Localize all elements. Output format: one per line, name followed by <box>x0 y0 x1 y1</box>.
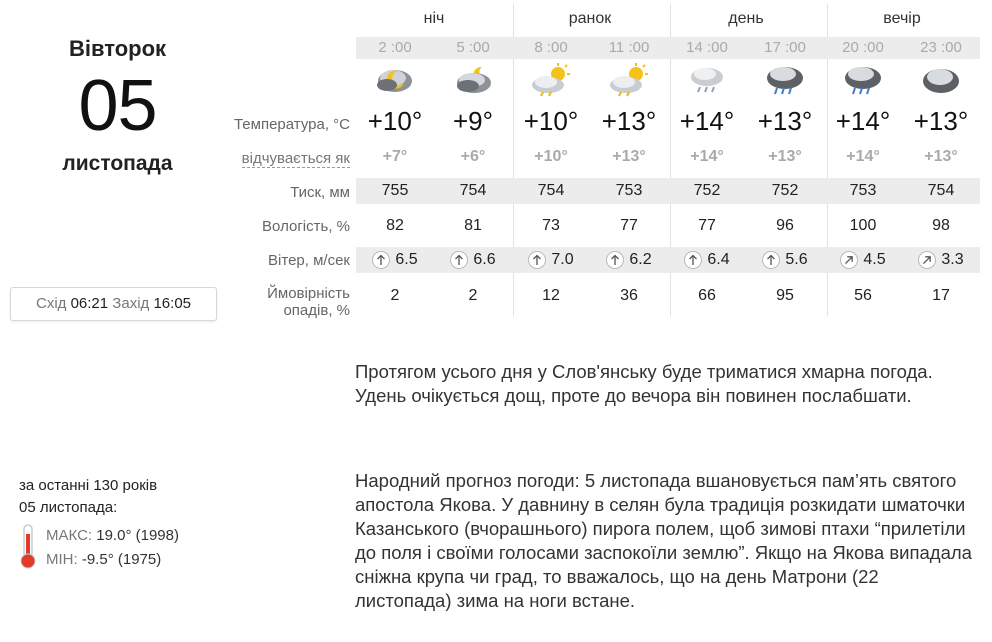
feels-like-cell: +10° <box>534 148 568 165</box>
date-block <box>20 34 215 178</box>
label-humidity: Вологість, % <box>262 218 350 235</box>
period-day: день <box>728 10 764 27</box>
feels-like-cell: +13° <box>768 148 802 165</box>
label-feels-like[interactable]: відчувається як <box>241 150 350 167</box>
pressure-cell: 754 <box>927 182 955 199</box>
wind-arrow-north-icon <box>606 251 624 269</box>
label-pressure: Тиск, мм <box>290 184 350 201</box>
label-wind: Вітер, м/сек <box>268 252 350 269</box>
folk-forecast-text: : 5 листопада вшановується пам’ять святого апостола Якова. У давнину в селян була традиція розкидати шматочки Казанського (вчорашнього) пирога полем, щоб зимові птахи “прилетіли до поля і своїми голосами заспокоїли землю”. Якщо на Якова випадала сніжна крупа чи град, то вважалось, що на день Матрони (22 листопада) зима на ноги встане. <box>355 470 972 611</box>
wind-cell <box>902 247 980 273</box>
time-cell: 14 :00 <box>686 39 728 56</box>
wind-cell <box>356 247 434 273</box>
temperature-cell: +13° <box>757 106 813 136</box>
wind-cell <box>512 247 590 273</box>
wind-arrow-north-icon <box>762 251 780 269</box>
night-cloudy-icon <box>452 63 494 97</box>
precipitation-cell: 12 <box>542 287 560 304</box>
feels-like-cell: +6° <box>460 148 486 165</box>
temperature-cell: +14° <box>679 106 735 136</box>
sun-cloudy-icon <box>607 63 651 97</box>
wind-speed: 6.6 <box>473 251 496 268</box>
precipitation-cell: 66 <box>698 287 716 304</box>
temperature-row <box>356 103 980 139</box>
wind-arrow-north-icon <box>450 251 468 269</box>
pressure-cell: 752 <box>693 182 721 199</box>
day-number: 05 <box>78 66 157 146</box>
precipitation-cell: 95 <box>776 287 794 304</box>
history-block <box>19 475 239 519</box>
temperature-cell: +13° <box>601 106 657 136</box>
period-morning: ранок <box>568 10 612 27</box>
feels-like-cell: +14° <box>690 148 724 165</box>
history-max: МАКС: 19.0° (1998) <box>46 527 179 544</box>
light-rain-cloud-icon <box>686 63 728 97</box>
month: листопада <box>62 152 173 175</box>
precipitation-row <box>356 283 980 309</box>
wind-cell <box>746 247 824 273</box>
humidity-cell: 77 <box>620 217 638 234</box>
sun-cloudy-icon <box>529 63 573 97</box>
sunset-label: Захід <box>112 295 150 312</box>
wind-cell <box>590 247 668 273</box>
sunrise-time: 06:21 <box>70 295 109 312</box>
overcast-cloud-icon <box>920 63 962 97</box>
humidity-cell: 73 <box>542 217 560 234</box>
history-min: МІН: -9.5° (1975) <box>46 551 162 568</box>
forecast-description: Протягом усього дня у Слов'янську буде триматися хмарна погода. Удень очікується дощ, проте до вечора він повинен послабшати. <box>355 361 933 406</box>
sunrise-sunset <box>10 287 217 321</box>
time-cell: 2 :00 <box>378 39 412 56</box>
humidity-cell: 98 <box>932 217 950 234</box>
time-cell: 5 :00 <box>456 39 490 56</box>
time-cell: 17 :00 <box>764 39 806 56</box>
precipitation-cell: 2 <box>468 287 478 304</box>
humidity-cell: 96 <box>776 217 794 234</box>
temperature-cell: +10° <box>523 106 579 136</box>
wind-cell <box>824 247 902 273</box>
temperature-cell: +10° <box>367 106 423 136</box>
folk-forecast-heading: Народний прогноз погоди <box>355 470 575 491</box>
wind-speed: 4.5 <box>863 251 886 268</box>
wind-speed: 7.0 <box>551 251 574 268</box>
time-cell: 23 :00 <box>920 39 962 56</box>
humidity-cell: 81 <box>464 217 482 234</box>
pressure-cell: 754 <box>459 182 487 199</box>
pressure-cell: 753 <box>615 182 643 199</box>
sunrise-label: Схід <box>35 295 67 312</box>
wind-arrow-north-icon <box>684 251 702 269</box>
humidity-cell: 100 <box>849 217 877 234</box>
wind-arrow-northeast-icon <box>840 251 858 269</box>
feels-like-row <box>356 146 980 168</box>
wind-speed: 6.2 <box>629 251 652 268</box>
precipitation-cell: 2 <box>390 287 400 304</box>
period-evening: вечір <box>883 10 921 27</box>
pressure-cell: 753 <box>849 182 877 199</box>
wind-cell <box>668 247 746 273</box>
wind-arrow-northeast-icon <box>918 251 936 269</box>
weekday: Вівторок <box>68 36 167 61</box>
label-temperature: Температура, °C <box>233 116 350 133</box>
moon-partly-cloudy-icon <box>374 63 416 97</box>
period-night: ніч <box>423 10 445 27</box>
thermometer-icon <box>18 524 38 570</box>
history-date: 05 листопада: <box>19 499 118 516</box>
wind-speed: 3.3 <box>941 251 964 268</box>
feels-like-cell: +7° <box>382 148 408 165</box>
wind-speed: 6.4 <box>707 251 730 268</box>
temperature-cell: +14° <box>835 106 891 136</box>
period-row <box>356 8 980 32</box>
temperature-cell: +13° <box>913 106 969 136</box>
precipitation-cell: 56 <box>854 287 872 304</box>
temperature-cell: +9° <box>452 106 494 136</box>
sunset-time: 16:05 <box>153 295 192 312</box>
label-precipitation: Ймовірність опадів, % <box>267 285 350 319</box>
humidity-cell: 82 <box>386 217 404 234</box>
times-row <box>356 37 980 59</box>
wind-row <box>356 247 980 273</box>
pressure-row <box>356 178 980 204</box>
humidity-cell: 77 <box>698 217 716 234</box>
weather-icons-row <box>356 61 980 99</box>
time-cell: 20 :00 <box>842 39 884 56</box>
wind-cell <box>434 247 512 273</box>
precipitation-cell: 17 <box>932 287 950 304</box>
pressure-cell: 752 <box>771 182 799 199</box>
wind-arrow-north-icon <box>528 251 546 269</box>
history-period: за останні 130 років <box>19 477 158 494</box>
rain-cloud-icon <box>842 63 884 97</box>
feels-like-cell: +13° <box>924 148 958 165</box>
rain-cloud-icon <box>764 63 806 97</box>
humidity-row <box>356 213 980 239</box>
precipitation-cell: 36 <box>620 287 638 304</box>
pressure-cell: 754 <box>537 182 565 199</box>
folk-forecast <box>355 469 975 613</box>
time-cell: 8 :00 <box>534 39 568 56</box>
time-cell: 11 :00 <box>608 39 650 56</box>
wind-speed: 6.5 <box>395 251 418 268</box>
feels-like-cell: +13° <box>612 148 646 165</box>
wind-arrow-north-icon <box>372 251 390 269</box>
feels-like-cell: +14° <box>846 148 880 165</box>
wind-speed: 5.6 <box>785 251 808 268</box>
pressure-cell: 755 <box>381 182 409 199</box>
